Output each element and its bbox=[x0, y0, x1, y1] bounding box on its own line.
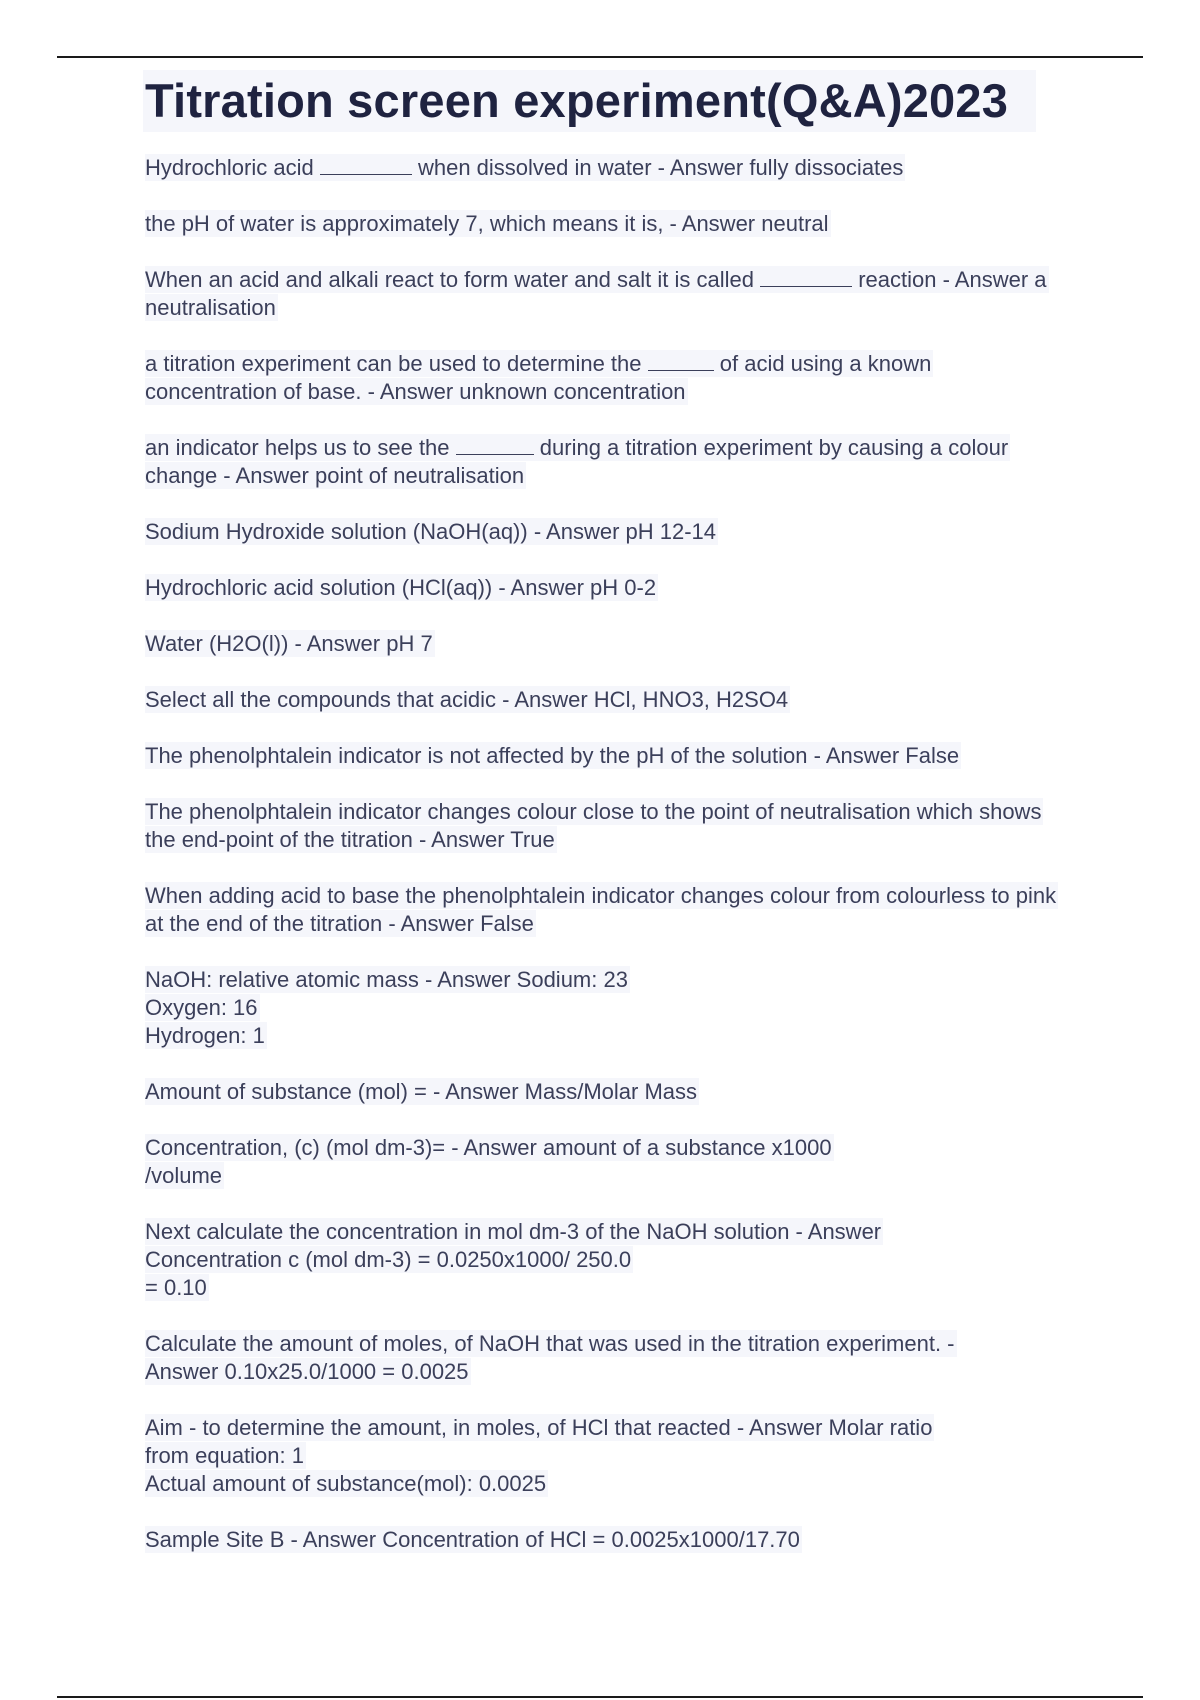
qa-item-6 bbox=[145, 518, 1060, 546]
qa-line: Hydrogen: 1 bbox=[145, 1023, 265, 1048]
answer-text: during a titration experiment by causing a colour change - Answer point of neutralisation bbox=[145, 435, 1009, 488]
qa-line: NaOH: relative atomic mass - Answer Sodium: 23 bbox=[145, 967, 628, 992]
question-text: When an acid and alkali react to form water and salt it is called bbox=[145, 267, 761, 292]
qa-item-5 bbox=[145, 434, 1060, 490]
qa-item-8 bbox=[145, 630, 1060, 658]
qa-line: from equation: 1 bbox=[145, 1443, 304, 1468]
qa-line: /volume bbox=[145, 1163, 223, 1188]
qa-item-10 bbox=[145, 742, 1060, 770]
top-rule bbox=[57, 56, 1143, 58]
qa-item-11 bbox=[145, 798, 1060, 854]
qa-item-12 bbox=[145, 882, 1060, 938]
answer-text: of acid using a known concentration of base. - Answer unknown concentration bbox=[145, 351, 932, 404]
qa-line: = 0.10 bbox=[145, 1275, 207, 1300]
qa-item-16 bbox=[145, 1218, 1060, 1302]
document-page bbox=[145, 70, 1060, 1582]
question-text: Hydrochloric acid bbox=[145, 155, 320, 180]
qa-item-13 bbox=[145, 966, 1060, 1050]
qa-line: Concentration c (mol dm-3) = 0.0250x1000/ 250.0 bbox=[145, 1247, 632, 1272]
qa-text: Amount of substance (mol) = - Answer Mass/Molar Mass bbox=[145, 1079, 698, 1104]
qa-item-7 bbox=[145, 574, 1060, 602]
qa-line: Aim - to determine the amount, in moles, of HCl that reacted - Answer Molar ratio bbox=[145, 1415, 933, 1440]
qa-text: The phenolphtalein indicator is not affected by the pH of the solution - Answer False bbox=[145, 743, 960, 768]
qa-line: Oxygen: 16 bbox=[145, 995, 258, 1020]
qa-line: Actual amount of substance(mol): 0.0025 bbox=[145, 1471, 547, 1496]
qa-item-18 bbox=[145, 1414, 1060, 1498]
qa-item-17 bbox=[145, 1330, 1060, 1386]
bottom-rule bbox=[57, 1696, 1143, 1698]
qa-item-15 bbox=[145, 1134, 1060, 1190]
answer-blank bbox=[320, 156, 412, 175]
qa-line: Calculate the amount of moles, of NaOH that was used in the titration experiment. - bbox=[145, 1331, 955, 1356]
answer-blank bbox=[648, 352, 714, 371]
qa-item-9 bbox=[145, 686, 1060, 714]
qa-item-1 bbox=[145, 154, 1060, 182]
answer-blank bbox=[760, 268, 852, 287]
qa-line: Answer 0.10x25.0/1000 = 0.0025 bbox=[145, 1359, 469, 1384]
answer-text: when dissolved in water - Answer fully dissociates bbox=[411, 155, 904, 180]
qa-text: Sodium Hydroxide solution (NaOH(aq)) - Answer pH 12-14 bbox=[145, 519, 717, 544]
qa-text: The phenolphtalein indicator changes colour close to the point of neutralisation which shows the end-point of the titration - Answer True bbox=[145, 799, 1042, 852]
qa-line: Next calculate the concentration in mol dm-3 of the NaOH solution - Answer bbox=[145, 1219, 882, 1244]
question-text: a titration experiment can be used to determine the bbox=[145, 351, 648, 376]
qa-text: Select all the compounds that acidic - Answer HCl, HNO3, H2SO4 bbox=[145, 687, 789, 712]
document-title: Titration screen experiment(Q&A)2023 bbox=[143, 70, 1036, 132]
question-text: an indicator helps us to see the bbox=[145, 435, 456, 460]
qa-item-14 bbox=[145, 1078, 1060, 1106]
qa-item-2 bbox=[145, 210, 1060, 238]
qa-item-3 bbox=[145, 266, 1060, 322]
qa-item-4 bbox=[145, 350, 1060, 406]
qa-text: the pH of water is approximately 7, which means it is, - Answer neutral bbox=[145, 211, 829, 236]
qa-text: Water (H2O(l)) - Answer pH 7 bbox=[145, 631, 433, 656]
qa-line: Concentration, (c) (mol dm-3)= - Answer amount of a substance x1000 bbox=[145, 1135, 832, 1160]
qa-text: Sample Site B - Answer Concentration of HCl = 0.0025x1000/17.70 bbox=[145, 1527, 800, 1552]
qa-item-19 bbox=[145, 1526, 1060, 1554]
qa-text: When adding acid to base the phenolphtalein indicator changes colour from colourless to pink at the end of the titration - Answer False bbox=[145, 883, 1057, 936]
answer-text: reaction - Answer a neutralisation bbox=[145, 267, 1047, 320]
answer-blank bbox=[456, 436, 534, 455]
qa-text: Hydrochloric acid solution (HCl(aq)) - Answer pH 0-2 bbox=[145, 575, 657, 600]
